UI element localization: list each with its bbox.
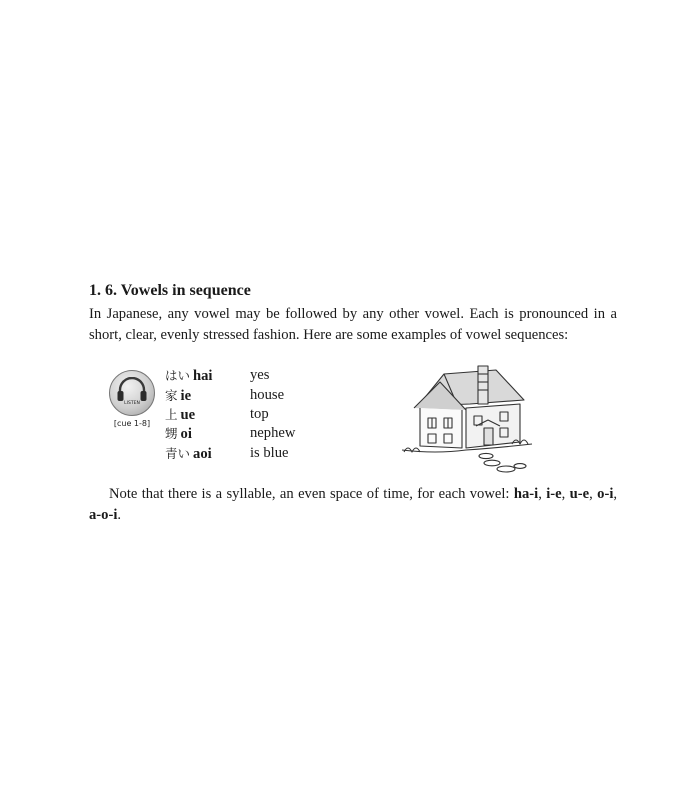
vowel-examples-table [165, 366, 295, 463]
meaning: top [250, 405, 269, 422]
example-a-o-i: a-o-i [89, 507, 118, 523]
note-text: Note that there is a syllable, an even space of time, for each vowel: [109, 486, 514, 502]
headphones-icon [116, 377, 148, 403]
romaji: ue [180, 406, 196, 423]
vowel-row [165, 444, 295, 463]
section-heading: 1. 6. Vowels in sequence [89, 282, 251, 299]
separator: , [589, 486, 598, 502]
vowel-row [165, 385, 295, 404]
cue-label: [cue 1-8] [113, 419, 151, 428]
kana: 家 [165, 387, 178, 403]
audio-disc[interactable] [109, 370, 155, 416]
intro-paragraph: In Japanese, any vowel may be followed by any other vowel. Each is pronounced in a short, clear, evenly stressed fashion. Here are some examples of vowel sequences: [89, 306, 617, 343]
example-ha-i: ha-i [513, 486, 539, 502]
vowel-row [165, 405, 295, 424]
meaning: nephew [250, 425, 296, 442]
note-end: . [117, 507, 122, 523]
meaning: yes [250, 367, 270, 384]
kana: 上 [165, 406, 178, 422]
disc-label: LISTEN [124, 401, 140, 406]
kana: はい [165, 368, 191, 384]
example-u-e: u-e [569, 486, 590, 502]
romaji: hai [193, 368, 213, 385]
note-paragraph: Note that there is a syllable, an even space of time, for each vowel: ha-i, i-e, u-e, o-i, a-o-i. [89, 486, 618, 523]
audio-cue[interactable] [109, 370, 157, 428]
kana: 青い [165, 445, 191, 461]
meaning: house [250, 386, 285, 403]
vowel-row [165, 424, 295, 443]
meaning: is blue [250, 444, 289, 461]
romaji: oi [180, 426, 192, 443]
example-o-i: o-i [597, 486, 614, 502]
example-i-e: i-e [546, 486, 562, 502]
romaji: ie [180, 387, 192, 404]
kana: 甥 [165, 426, 178, 442]
separator: , [538, 486, 547, 502]
romaji: aoi [193, 445, 212, 462]
house-illustration [396, 356, 536, 474]
separator: , [561, 486, 570, 502]
vowel-row [165, 366, 295, 385]
